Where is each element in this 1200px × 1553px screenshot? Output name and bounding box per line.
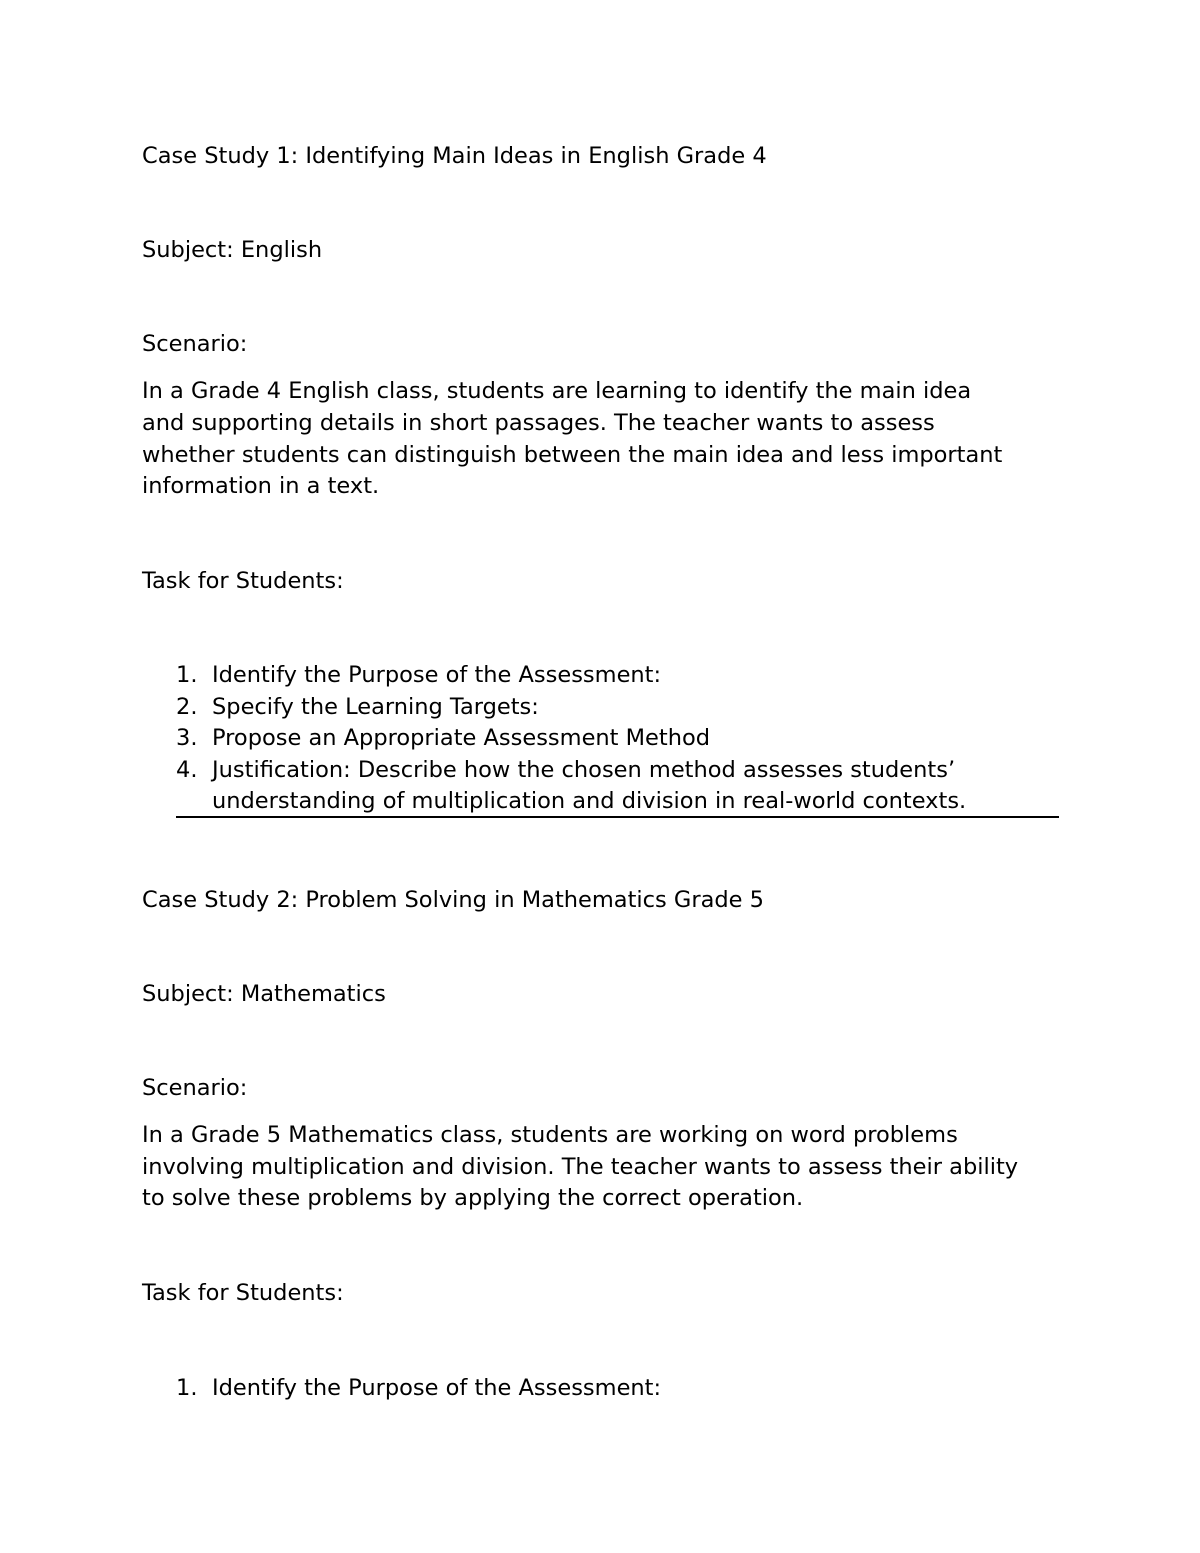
list-number: 1. xyxy=(176,1375,198,1401)
case1-scenario-line: whether students can distinguish between the main idea and less important xyxy=(142,442,1003,468)
case1-title: Case Study 1: Identifying Main Ideas in English Grade 4 xyxy=(142,143,767,169)
case1-scenario-label: Scenario: xyxy=(142,331,248,357)
list-number: 4. xyxy=(176,757,198,783)
case2-subject: Subject: Mathematics xyxy=(142,981,386,1007)
case2-scenario-line: to solve these problems by applying the correct operation. xyxy=(142,1185,804,1211)
list-text: Identify the Purpose of the Assessment: xyxy=(212,662,662,688)
case1-scenario-line: In a Grade 4 English class, students are learning to identify the main idea xyxy=(142,378,972,404)
list-text: understanding of multiplication and division in real-world contexts. xyxy=(212,788,967,814)
list-number: 1. xyxy=(176,662,198,688)
case2-scenario-label: Scenario: xyxy=(142,1075,248,1101)
case1-task-label: Task for Students: xyxy=(142,568,344,594)
case2-task-label: Task for Students: xyxy=(142,1280,344,1306)
list-number: 2. xyxy=(176,694,198,720)
list-number: 3. xyxy=(176,725,198,751)
case2-scenario-line: In a Grade 5 Mathematics class, students are working on word problems xyxy=(142,1122,958,1148)
section-divider xyxy=(176,816,1059,818)
list-text: Justification: Describe how the chosen method assesses students’ xyxy=(212,757,956,783)
case1-scenario-line: information in a text. xyxy=(142,473,380,499)
list-text: Propose an Appropriate Assessment Method xyxy=(212,725,711,751)
case2-scenario-line: involving multiplication and division. The teacher wants to assess their ability xyxy=(142,1154,1019,1180)
case1-scenario-line: and supporting details in short passages. The teacher wants to assess xyxy=(142,410,935,436)
list-text: Specify the Learning Targets: xyxy=(212,694,539,720)
list-text: Identify the Purpose of the Assessment: xyxy=(212,1375,662,1401)
case1-subject: Subject: English xyxy=(142,237,323,263)
case2-title: Case Study 2: Problem Solving in Mathematics Grade 5 xyxy=(142,887,764,913)
